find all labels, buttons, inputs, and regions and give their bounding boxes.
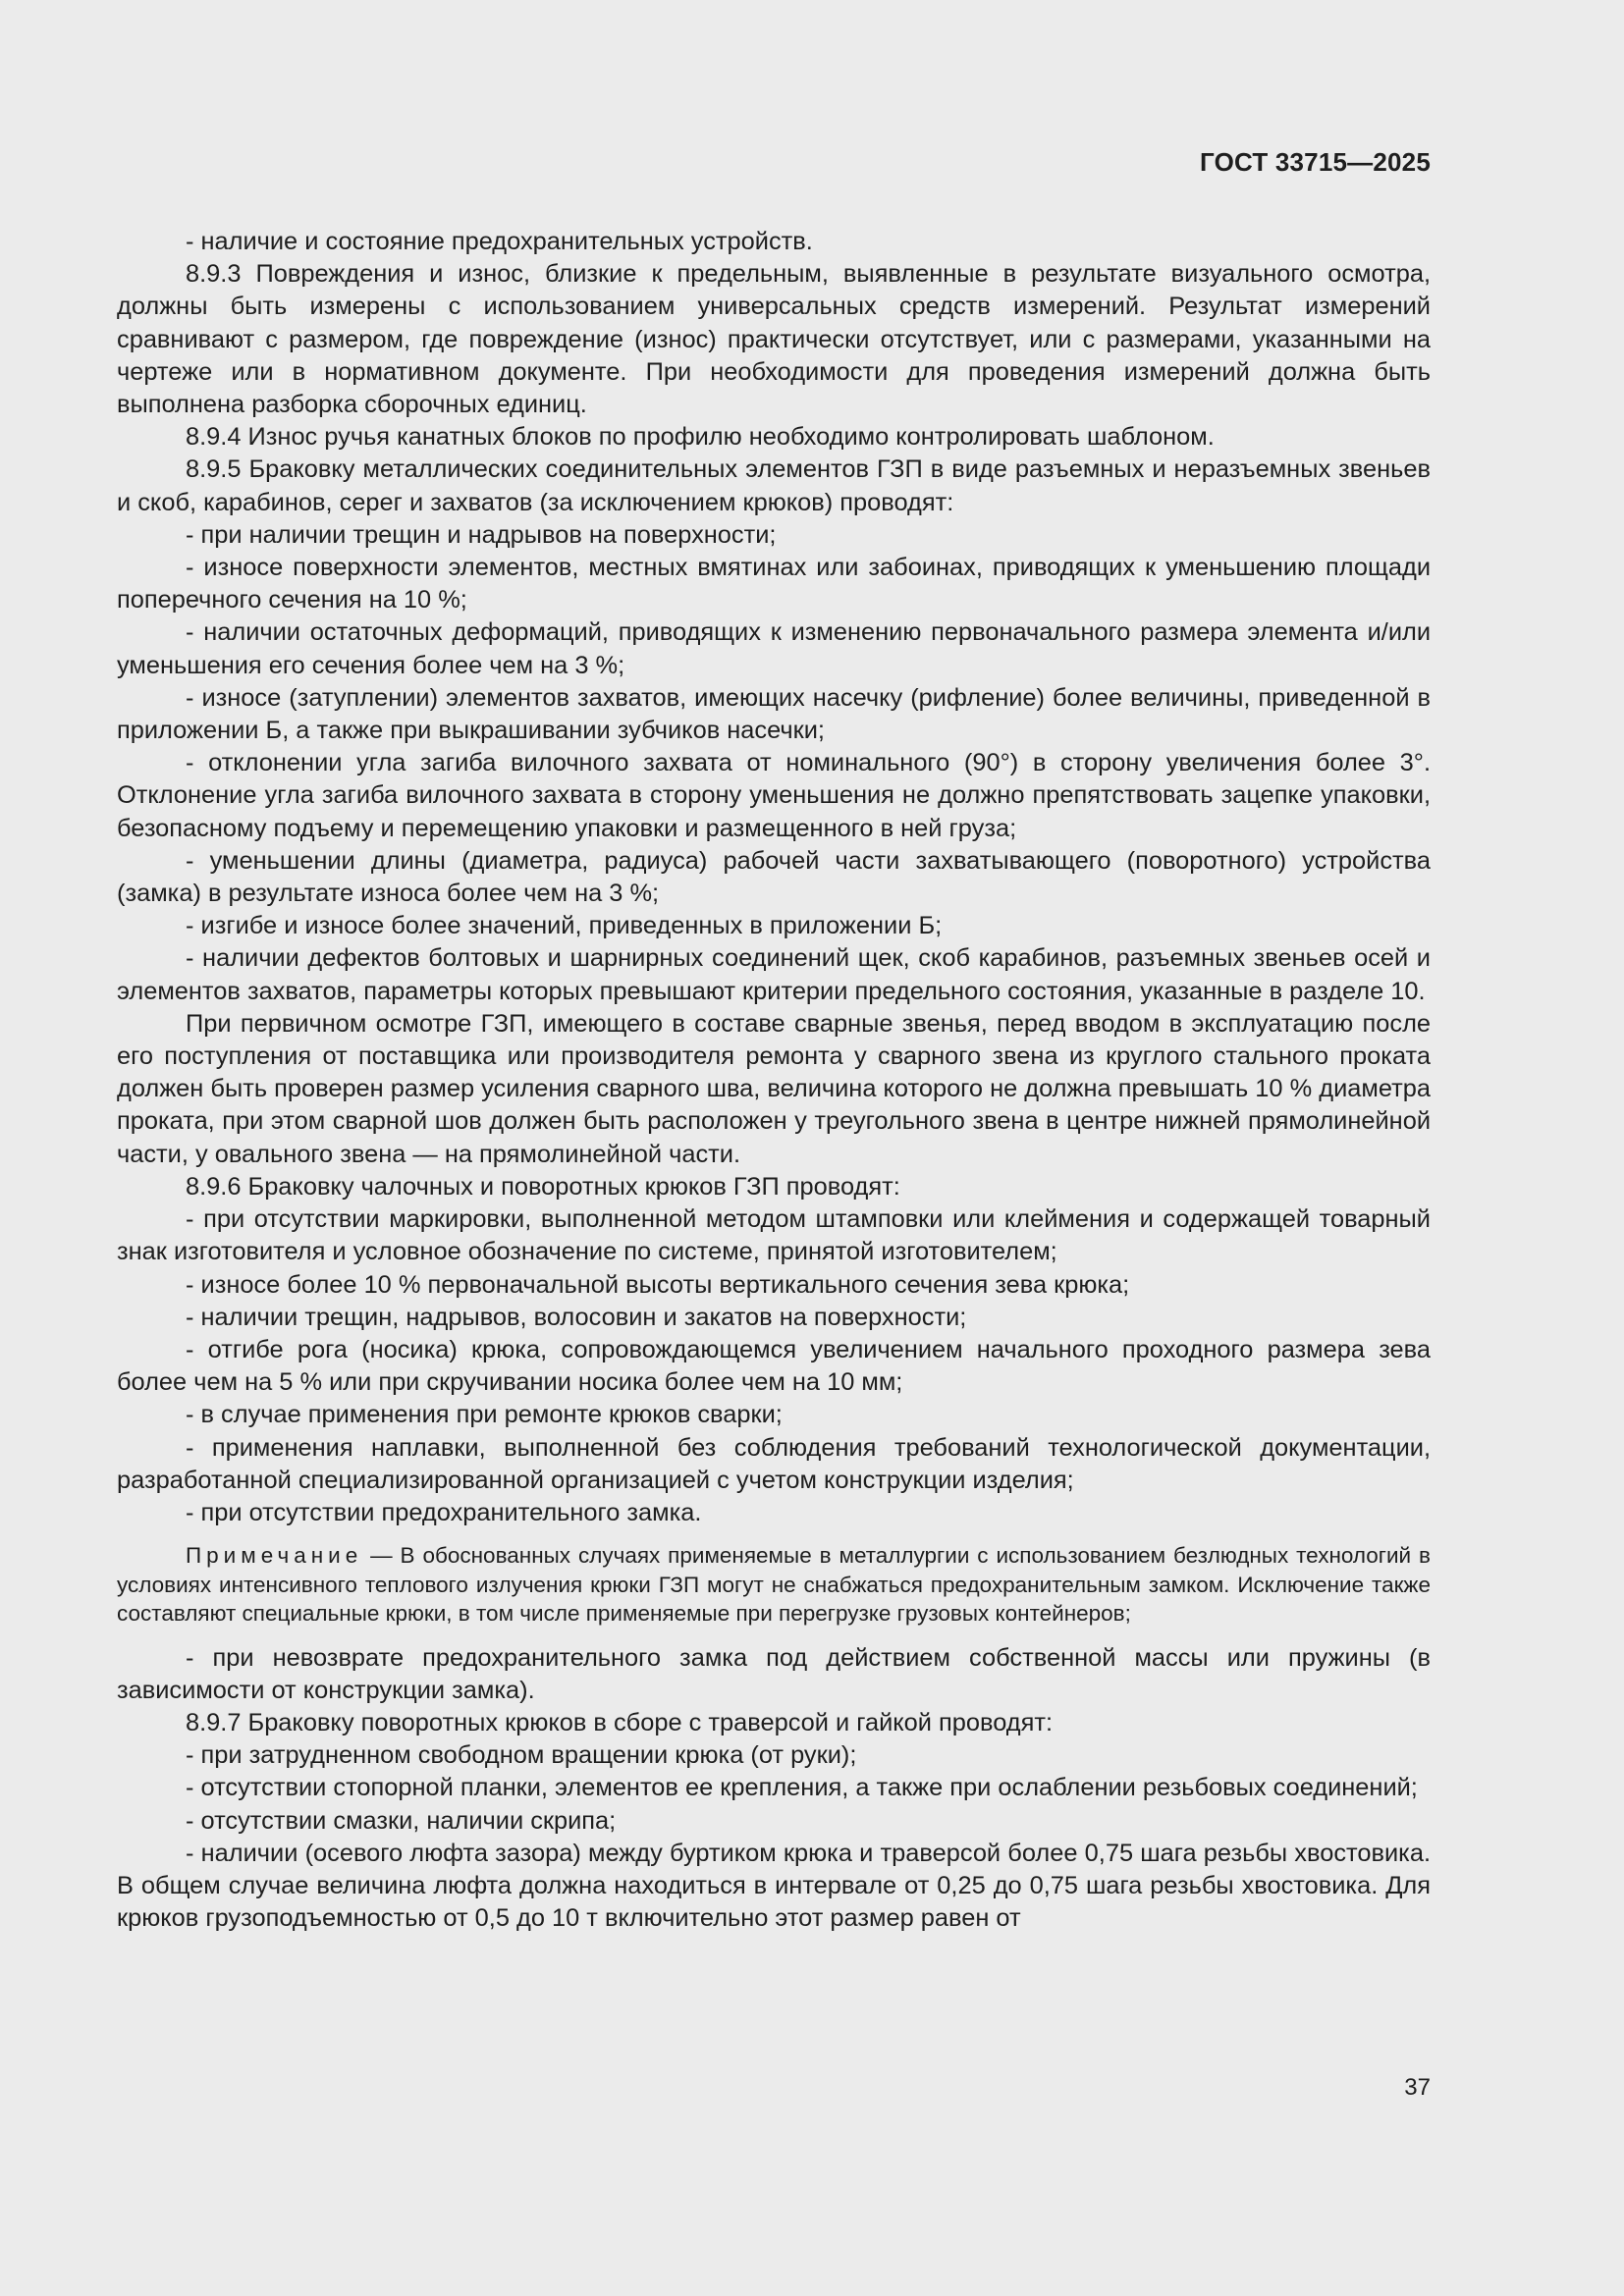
page-number: 37 xyxy=(1404,2074,1431,2101)
paragraph: 8.9.5 Браковку металлических соединительных элементов ГЗП в виде разъемных и неразъемных звеньев и скоб, карабинов, серег и захватов (за исключением крюков) проводят: xyxy=(117,455,1431,516)
list-item: - применения наплавки, выполненной без соблюдения требований технологической документации, разработанной специализированной организацией с учетом конструкции изделия; xyxy=(117,1433,1431,1494)
list-item: - при отсутствии маркировки, выполненной методом штамповки или клеймения и содержащей товарный знак изготовителя и условное обозначение по системе, принятой изготовителем; xyxy=(117,1205,1431,1266)
paragraph: 8.9.4 Износ ручья канатных блоков по профилю необходимо контролировать шаблоном. xyxy=(186,423,1215,452)
paragraph: 8.9.3 Повреждения и износ, близкие к предельным, выявленные в результате визуального осмотра, должны быть измерены с использованием универсальных средств измерений. Результат измерений сравнивают с размером, где повреждение (износ) практически отсутствует, или с размерами, указанными на чертеже или в нормативном документе. При необходимости для проведения измерений должна быть выполнена разборка сборочных единиц. xyxy=(117,260,1431,419)
list-item: - отсутствии смазки, наличии скрипа; xyxy=(186,1806,617,1835)
note-text: — В обоснованных случаях применяемые в металлургии с использованием безлюдных технологий в условиях интенсивного теплового излучения крюки ГЗП могут не снабжаться предохранительным замком. Исключение также составляют специальные крюки, в том числе применяемые при перегрузке грузовых контейнеров; xyxy=(117,1543,1431,1627)
list-item: - наличии трещин, надрывов, волосовин и закатов на поверхности; xyxy=(186,1303,967,1331)
document-body xyxy=(117,226,1431,1935)
list-item: - износе поверхности элементов, местных вмятинах или забоинах, приводящих к уменьшению площади поперечного сечения на 10 %; xyxy=(117,554,1431,614)
list-item: - отклонении угла загиба вилочного захвата от номинального (90°) в сторону увеличения более 3°. Отклонение угла загиба вилочного захвата в сторону уменьшения не должно препятствовать зацепке упаковки, безопасному подъему и перемещению упаковки и размещенного в ней груза; xyxy=(117,749,1431,842)
list-item: - износе более 10 % первоначальной высоты вертикального сечения зева крюка; xyxy=(186,1270,1130,1299)
list-item: - при отсутствии предохранительного замка. xyxy=(186,1498,702,1526)
list-item: - изгибе и износе более значений, приведенных в приложении Б; xyxy=(186,912,943,940)
note-label: Примечание xyxy=(186,1543,363,1569)
list-item: - при наличии трещин и надрывов на поверхности; xyxy=(186,520,777,549)
paragraph: 8.9.6 Браковку чалочных и поворотных крюков ГЗП проводят: xyxy=(186,1172,900,1201)
list-item: - наличии остаточных деформаций, приводящих к изменению первоначального размера элемента и/или уменьшения его сечения более чем на 3 %; xyxy=(117,618,1431,679)
list-item: - в случае применения при ремонте крюков сварки; xyxy=(186,1401,783,1429)
list-item: - износе (затуплении) элементов захватов, имеющих насечку (рифление) более величины, приведенной в приложении Б, а также при выкрашивании зубчиков насечки; xyxy=(117,683,1431,745)
list-item: - уменьшении длины (диаметра, радиуса) рабочей части захватывающего (поворотного) устройства (замка) в результате износа более чем на 3 %; xyxy=(117,846,1431,908)
document-code-header: ГОСТ 33715—2025 xyxy=(1200,147,1431,177)
paragraph: При первичном осмотре ГЗП, имеющего в составе сварные звенья, перед вводом в эксплуатацию после его поступления от поставщика или производителя ремонта у сварного звена из круглого стального проката должен быть проверен размер усиления сварного шва, величина которого не должна превышать 10 % диаметра проката, при этом сварной шов должен быть расположен у треугольного звена в центре нижней прямолинейной части, у овального звена — на прямолинейной части. xyxy=(117,1009,1431,1168)
paragraph: - наличие и состояние предохранительных устройств. xyxy=(186,228,813,255)
list-item: - наличии (осевого люфта зазора) между буртиком крюка и траверсой более 0,75 шага резьбы хвостовика. В общем случае величина люфта должна находиться в интервале от 0,25 до 0,75 шага резьбы хвостовика. Для крюков грузоподъемностью от 0,5 до 10 т включительно этот размер равен от xyxy=(117,1839,1431,1933)
list-item: - отгибе рога (носика) крюка, сопровождающемся увеличением начального проходного размера зева более чем на 5 % или при скручивании носика более чем на 10 мм; xyxy=(117,1335,1431,1397)
list-item: - при затрудненном свободном вращении крюка (от руки); xyxy=(186,1741,857,1770)
list-item: - наличии дефектов болтовых и шарнирных соединений щек, скоб карабинов, разъемных звеньев осей и элементов захватов, параметры которых превышают критерии предельного состояния, указанные в разделе 10. xyxy=(117,944,1431,1005)
list-item: - отсутствии стопорной планки, элементов ее крепления, а также при ослаблении резьбовых соединений; xyxy=(186,1774,1418,1802)
paragraph: 8.9.7 Браковку поворотных крюков в сборе с траверсой и гайкой проводят: xyxy=(186,1709,1054,1737)
list-item: - при невозврате предохранительного замка под действием собственной массы или пружины (в зависимости от конструкции замка). xyxy=(117,1643,1431,1704)
note xyxy=(117,1541,1431,1629)
